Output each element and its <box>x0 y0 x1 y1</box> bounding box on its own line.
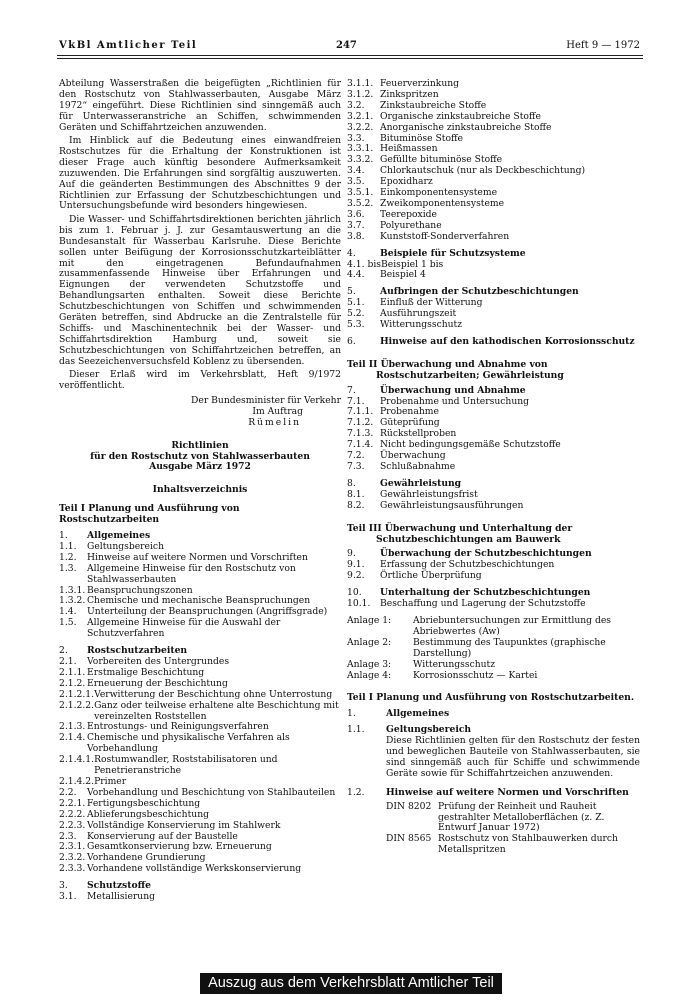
section-title: Hinweise auf weitere Normen und Vorschriften <box>386 786 629 798</box>
entry-title: Erneuerung der Beschichtung <box>87 677 228 689</box>
entry-number: 7.1.2. <box>347 417 374 429</box>
entry-number: 2.1.1. <box>59 666 86 678</box>
toc-entry <box>59 821 341 832</box>
entry-number: 2.1.3. <box>59 721 86 733</box>
entry-title: Teerepoxide <box>380 208 437 220</box>
entry-title: Unterteilung der Beanspruchungen (Angriffsgrade) <box>87 606 328 618</box>
toc-entry <box>347 501 640 512</box>
entry-number: 2.1.2. <box>59 677 86 689</box>
entry-title: Chemische und mechanische Beanspruchungen <box>87 595 311 607</box>
signature-mandate: Im Auftrag <box>252 405 303 417</box>
entry-number: 2.2. <box>59 786 77 798</box>
entry-number: Anlage 1: <box>347 614 392 626</box>
entry-number: 10. <box>347 587 362 599</box>
doc-title-line-1: Richtlinien <box>171 439 229 451</box>
entry-title: Zweikomponentensysteme <box>380 197 505 209</box>
entry-number: 3.7. <box>347 219 365 231</box>
entry-number: 1.3.1. <box>59 584 86 596</box>
norm-code: DIN 8202 <box>386 800 432 812</box>
entry-number: 5. <box>347 286 356 298</box>
entry-number: 7.2. <box>347 450 365 462</box>
toc-entry <box>59 690 341 701</box>
entry-number: 2.2.3. <box>59 819 86 831</box>
entry-number: 1.1. <box>59 540 77 552</box>
section-1-heading <box>347 709 640 720</box>
entry-number: 7.1. <box>347 395 365 407</box>
body-paragraph: Die Wasser- und Schiffahrtsdirektionen berichten jährlich bis zum 1. Februar j. J. zur Gesamtauswertung an die Bundesanstalt für Wasserbau Karlsruhe. Diese Berichte sollen unter Beifügung der Korrosionsschutzkarteiblätter mit den eingetragenen Befundaufnahmen zusammenfassende Hinweise über Erfahrungen und Eignungen der verwendeten Schutzstoffe und Behandlungsarten enthalten. Soweit diese Berichte Schutzbeschichtungen von Schiffen und schwimmenden Geräten betreffen, sind Abdrucke an die Zentralstelle für Schiffs- und Maschinentechnik bei der Wasser- und Schiffahrtsdirektion Hamburg und, soweit sie Schutzbeschichtungen von Schiffahrtzeichen betreffen, an das Seezeichenversuchsfeld Koblenz zu übersenden. <box>59 213 341 367</box>
entry-title: Überwachung der Schutzbeschichtungen <box>380 548 592 560</box>
entry-number: 1.5. <box>59 617 77 629</box>
entry-number: 7.1.4. <box>347 439 374 451</box>
entry-number: 9.2. <box>347 570 365 582</box>
entry-title: Erfassung der Schutzbeschichtungen <box>380 559 555 571</box>
entry-number: 3.5. <box>347 176 365 188</box>
entry-number: Anlage 2: <box>347 636 392 648</box>
left-column <box>59 79 341 903</box>
entry-number: 3.3.1. <box>347 143 374 155</box>
entry-number: 3.2.1. <box>347 110 374 122</box>
entry-title: Witterungsschutz <box>413 658 496 670</box>
toc-entry <box>347 599 640 610</box>
entry-title: Güteprüfung <box>380 417 440 429</box>
header-rule <box>57 55 643 56</box>
entry-number: 2. <box>59 645 68 657</box>
entry-number: 2.3.2. <box>59 852 86 864</box>
entry-title: Korrosionsschutz — Kartei <box>413 669 538 681</box>
entry-title: Örtliche Überprüfung <box>380 570 482 582</box>
entry-title: Vorbereiten des Untergrundes <box>87 656 230 667</box>
entry-title: Gewährleistungsausführungen <box>380 499 524 511</box>
entry-number: 4. <box>347 247 356 259</box>
entry-number: 7.3. <box>347 461 365 472</box>
toc-entry <box>59 755 341 777</box>
entry-title: Gesamtkonservierung bzw. Erneuerung <box>87 841 272 853</box>
toc-entry <box>347 462 640 473</box>
entry-title: Chemische und physikalische Verfahren als Vorbehandlung <box>87 732 290 755</box>
entry-number: 5.1. <box>347 297 365 309</box>
entry-number: 5.2. <box>347 308 365 320</box>
part1-heading: Teil I Planung und Ausführung von Rostschutzarbeiten <box>59 503 240 526</box>
section-number: 1. <box>347 708 356 720</box>
section-number: 1.1. <box>347 724 365 736</box>
entry-title: Zinkstaubreiche Stoffe <box>380 99 487 111</box>
entry-number: 3.2.2. <box>347 121 374 133</box>
entry-number: 7.1.3. <box>347 428 374 440</box>
section-1-1-text: Diese Richtlinien gelten für den Rostschutz der festen und beweglichen Bauteile von Stahlwasserbauten, sie sind sinngemäß auch für Schiffe und schwimmende Geräte sowie für Schiffahrtzeichen anzuwenden. <box>386 735 640 779</box>
section-1-2-heading <box>347 788 640 799</box>
entry-title: Witterungsschutz <box>380 319 463 331</box>
annex-entry <box>347 638 640 660</box>
signature-name: Rümelin <box>248 416 301 428</box>
toc-entry <box>347 320 640 331</box>
toc-heading: Inhaltsverzeichnis <box>152 484 248 496</box>
entry-title: Schlußabnahme <box>380 461 456 472</box>
entry-number: 2.1.4. <box>59 732 86 744</box>
entry-number: 3.5.1. <box>347 187 374 199</box>
entry-number: 2.2.1. <box>59 797 86 809</box>
toc-entry <box>59 618 341 640</box>
body-paragraph: Dieser Erlaß wird im Verkehrsblatt, Heft 9/1972 veröffentlicht. <box>59 369 341 391</box>
running-header-right: Heft 9 — 1972 <box>566 40 640 51</box>
entry-title: Vorbehandlung und Beschichtung von Stahlbauteilen <box>87 786 336 798</box>
entry-title: Hinweise auf weitere Normen und Vorschriften <box>87 551 308 563</box>
annex-entry <box>347 671 640 682</box>
norm-code: DIN 8565 <box>386 833 432 845</box>
entry-title: Beispiele für Schutzsysteme <box>380 247 526 259</box>
entry-title: Gefüllte bituminöse Stoffe <box>380 154 503 166</box>
toc-entry <box>59 701 341 723</box>
entry-title: Beispiel 1 bis <box>381 258 444 270</box>
entry-number: 10.1. <box>347 598 371 610</box>
entry-number: Anlage 4: <box>347 669 392 681</box>
entry-title: Verwitterung der Beschichtung ohne Unterrostung <box>94 688 333 700</box>
part1-body-heading: Teil I Planung und Ausführung von Rostschutzarbeiten. <box>347 692 635 704</box>
entry-number: 5.3. <box>347 319 365 331</box>
entry-title: Allgemeine Hinweise für den Rostschutz von Stahlwasserbauten <box>87 562 296 585</box>
entry-title: Rückstellproben <box>380 428 457 440</box>
entry-number: 2.1. <box>59 656 77 667</box>
entry-number: 2.1.2.2. <box>59 699 95 711</box>
toc-entry <box>59 892 341 903</box>
toc-entry <box>59 864 341 875</box>
entry-number: 2.1.4.2. <box>59 775 95 787</box>
entry-title: Primer <box>94 775 127 787</box>
section-number: 1.2. <box>347 786 365 798</box>
entry-title: Feuerverzinkung <box>380 78 460 89</box>
entry-title: Vollständige Konservierung im Stahlwerk <box>87 819 281 831</box>
entry-number: 8.1. <box>347 488 365 500</box>
entry-title: Chlorkautschuk (nur als Deckbeschichtung) <box>380 165 586 177</box>
entry-number: 3.1.1. <box>347 78 374 89</box>
body-paragraph: Abteilung Wasserstraßen die beigefügten „Richtlinien für den Rostschutz von Stahlwasserbauten, Ausgabe März 1972“ eingeführt. Diese Richtlinien sind sinngemäß auch für Unterwasseranstriche an Schiffen, schwimmenden Geräten und Schiffahrtzeichen anzuwenden. <box>59 78 341 133</box>
entry-title: Bituminöse Stoffe <box>380 132 463 144</box>
entry-title: Metallisierung <box>87 891 156 903</box>
toc-entry <box>347 249 640 260</box>
entry-title: Organische zinkstaubreiche Stoffe <box>380 110 541 122</box>
entry-number: 2.3.3. <box>59 863 86 875</box>
entry-number: 3.1.2. <box>347 88 374 100</box>
entry-number: 3.3. <box>347 132 365 144</box>
entry-title: Unterhaltung der Schutzbeschichtungen <box>380 587 591 599</box>
entry-number: 1.2. <box>59 551 77 563</box>
entry-number: 2.3. <box>59 830 77 842</box>
norm-title: Rostschutz von Stahlbauwerken durch Metallspritzen <box>438 833 618 856</box>
entry-title: Ganz oder teilweise erhaltene alte Beschichtung mit vereinzelten Roststellen <box>94 699 339 722</box>
entry-title: Bestimmung des Taupunktes (graphische Darstellung) <box>413 636 606 659</box>
entry-title: Konservierung auf der Baustelle <box>87 830 238 842</box>
entry-title: Beanspruchungszonen <box>87 584 193 596</box>
entry-title: Epoxidharz <box>380 176 433 188</box>
entry-title: Nicht bedingungsgemäße Schutzstoffe <box>380 439 561 451</box>
entry-title: Allgemeine Hinweise für die Auswahl der Schutzverfahren <box>87 617 281 640</box>
entry-number: Anlage 3: <box>347 658 392 670</box>
running-header-left: VkBl Amtlicher Teil <box>59 40 198 51</box>
toc-entry <box>59 810 341 821</box>
entry-number: 2.1.4.1. <box>59 754 95 766</box>
entry-number: 9.1. <box>347 559 365 571</box>
toc-entry <box>347 123 640 134</box>
entry-title: Zinkspritzen <box>380 88 439 100</box>
signature-authority: Der Bundesminister für Verkehr <box>191 394 341 406</box>
entry-title: Überwachung <box>380 450 446 462</box>
entry-number: 2.1.2.1. <box>59 688 95 700</box>
entry-title: Probenahme <box>380 406 439 418</box>
annex-entry <box>347 616 640 638</box>
footer-banner: Auszug aus dem Verkehrsblatt Amtlicher Teil <box>200 973 502 994</box>
entry-number: 3.8. <box>347 230 365 242</box>
entry-number: 7.1.1. <box>347 406 374 418</box>
norm-title: Prüfung der Reinheit und Rauheit gestrahlter Metalloberflächen (z. Z. Entwurf Januar 1972) <box>438 800 605 834</box>
entry-number: 3.2. <box>347 99 365 111</box>
toc-entry <box>347 571 640 582</box>
entry-number: 7. <box>347 384 356 396</box>
entry-title: Aufbringen der Schutzbeschichtungen <box>380 286 579 298</box>
entry-title: Ausführungszeit <box>380 308 457 320</box>
entry-title: Vorhandene Grundierung <box>87 852 206 864</box>
doc-title-line-2: für den Rostschutz von Stahlwasserbauten <box>90 450 310 462</box>
entry-number: 9. <box>347 548 356 560</box>
header-rule-2 <box>57 58 643 59</box>
entry-number: 1.3. <box>59 562 77 574</box>
entry-number: 1. <box>59 530 68 542</box>
entry-title: Anorganische zinkstaubreiche Stoffe <box>380 121 552 133</box>
entry-number: 3.3.2. <box>347 154 374 166</box>
entry-title: Ablieferungsbeschichtung <box>87 808 209 820</box>
entry-title: Gewährleistung <box>380 477 462 489</box>
entry-title: Probenahme und Untersuchung <box>380 395 530 407</box>
norm-entry <box>347 802 640 835</box>
entry-title: Beschaffung und Lagerung der Schutzstoffe <box>380 598 586 610</box>
entry-number: 1.4. <box>59 606 77 618</box>
entry-number: 4.1. bis <box>347 258 381 270</box>
entry-number: 4.4. <box>347 269 365 281</box>
toc-entry <box>347 270 640 281</box>
right-column <box>347 79 640 856</box>
entry-number: 3. <box>59 880 68 892</box>
entry-number: 3.1. <box>59 891 77 903</box>
entry-number: 8. <box>347 477 356 489</box>
norm-entry <box>347 834 640 856</box>
entry-title: Geltungsbereich <box>87 540 164 552</box>
entry-number: 1.3.2. <box>59 595 86 607</box>
toc-entry <box>59 733 341 755</box>
section-title: Geltungsbereich <box>386 724 472 736</box>
doc-title-line-3: Ausgabe März 1972 <box>149 461 251 473</box>
entry-title: Beispiel 4 <box>380 269 426 281</box>
page-number: 247 <box>336 40 357 51</box>
part3-heading: Teil III Überwachung und Unterhaltung der Schutzbeschichtungen am Bauwerk <box>347 522 573 545</box>
entry-title: Entrostungs- und Reinigungsverfahren <box>87 721 269 733</box>
entry-title: Hinweise auf den kathodischen Korrosionsschutz <box>380 335 635 347</box>
entry-title: Kunststoff-Sonderverfahren <box>380 230 510 242</box>
entry-number: 3.4. <box>347 165 365 177</box>
entry-title: Vorhandene vollständige Werkskonservierung <box>87 863 302 875</box>
toc-entry <box>347 232 640 243</box>
entry-title: Rostumwandler, Roststabilisatoren und Penetrieranstriche <box>94 754 278 777</box>
entry-title: Schutzstoffe <box>87 880 151 892</box>
entry-title: Einfluß der Witterung <box>380 297 483 309</box>
entry-title: Gewährleistungsfrist <box>380 488 478 500</box>
toc-entry <box>59 564 341 586</box>
entry-title: Erstmalige Beschichtung <box>87 666 205 678</box>
entry-title: Fertigungsbeschichtung <box>87 797 201 809</box>
entry-title: Allgemeines <box>87 530 151 542</box>
toc-entry <box>347 337 640 348</box>
annex-entry <box>347 660 640 671</box>
toc-entry <box>347 386 640 397</box>
entry-number: 2.3.1. <box>59 841 86 853</box>
section-title: Allgemeines <box>386 708 450 720</box>
entry-number: 8.2. <box>347 499 365 511</box>
body-paragraph: Im Hinblick auf die Bedeutung eines einwandfreien Rostschutzes für die Erhaltung der Konstruktionen ist dieser Frage auch künftig besondere Aufmerksamkeit zuzuwenden. Die Erfahrungen sind sorgfältig auszuwerten. Auf die geänderten Bestimmungen des Abschnittes 9 der Richtlinien zur Erfassung der Schutzbeschichtungen und Untersuchungsbefunde wird besonders hingewiesen. <box>59 135 341 212</box>
toc-entry <box>347 112 640 123</box>
entry-title: Rostschutzarbeiten <box>87 645 188 657</box>
entry-number: 3.5.2. <box>347 197 374 209</box>
entry-number: 6. <box>347 335 356 347</box>
part2-heading: Teil II Überwachung und Abnahme von Rostschutzarbeiten; Gewährleistung <box>347 358 564 381</box>
entry-number: 3.6. <box>347 208 365 220</box>
entry-title: Einkomponentensysteme <box>380 187 498 199</box>
entry-title: Polyurethane <box>380 219 442 231</box>
entry-title: Überwachung und Abnahme <box>380 384 526 396</box>
entry-title: Abriebuntersuchungen zur Ermittlung des Abriebwertes (Aw) <box>413 614 612 637</box>
entry-number: 2.2.2. <box>59 808 86 820</box>
entry-title: Heißmassen <box>380 143 438 155</box>
